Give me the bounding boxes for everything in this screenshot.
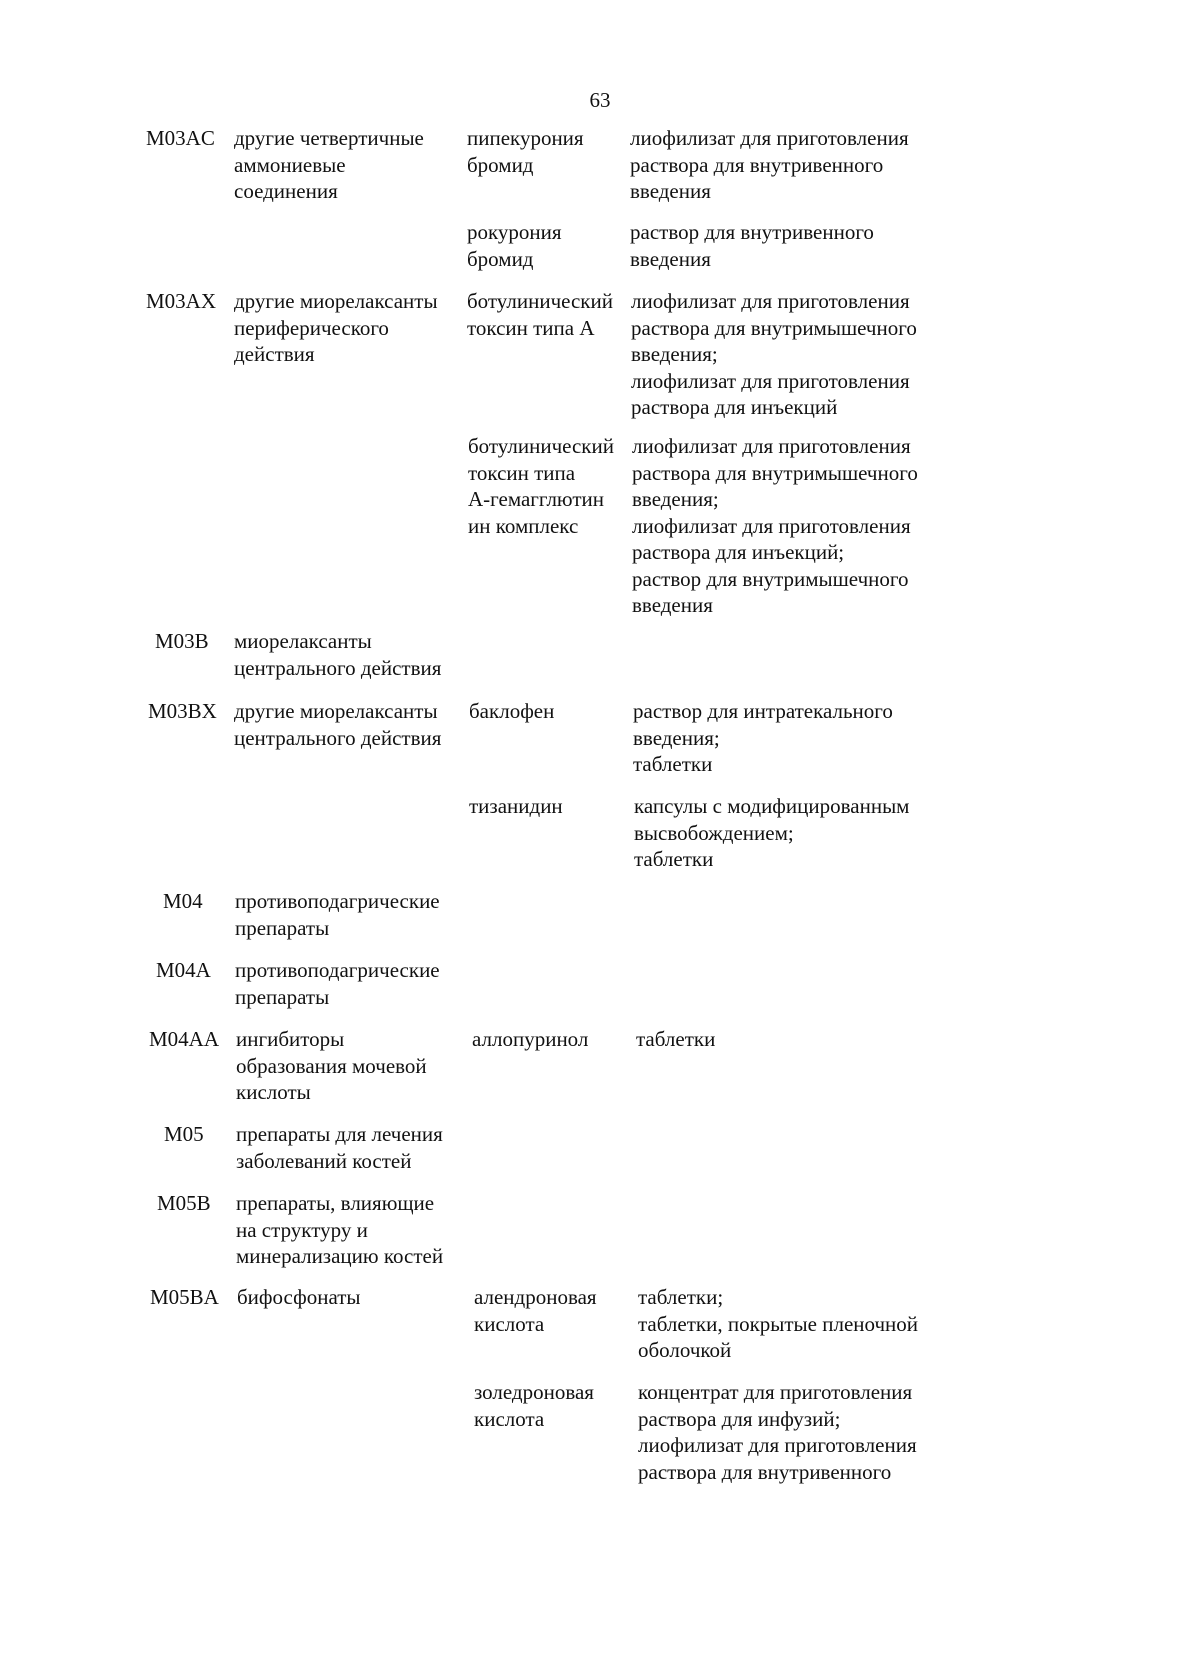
drug-line: рокурония <box>467 220 562 244</box>
atc-code: M03AX <box>146 289 217 313</box>
description-line: ингибиторы <box>236 1027 345 1051</box>
description-line: противоподагрические <box>235 958 440 982</box>
description-line: другие миорелаксанты <box>234 699 438 723</box>
dosage-forms <box>638 1379 917 1485</box>
atc-code: M03AC <box>146 126 215 150</box>
description-line: другие четвертичные <box>234 126 424 150</box>
description-line: на структуру и <box>236 1217 368 1242</box>
group-description <box>235 888 440 941</box>
description-line: другие миорелаксанты <box>234 289 438 313</box>
form-line: раствора для внутримышечного <box>632 460 918 485</box>
dosage-forms <box>636 1026 715 1053</box>
form-line: лиофилизат для приготовления <box>631 289 910 313</box>
description-line: препараты, влияющие <box>236 1191 435 1215</box>
dosage-forms <box>630 219 874 272</box>
drug-line: А-гемагглютин <box>468 487 604 511</box>
drug-line: ботулинический <box>467 289 613 313</box>
description-line: противоподагрические <box>235 889 440 913</box>
drug-line: бромид <box>467 152 534 177</box>
form-line: введения; <box>633 725 720 750</box>
atc-code: M04A <box>156 958 211 982</box>
form-line: таблетки, покрытые пленочной <box>638 1311 919 1336</box>
description-line: миорелаксанты <box>234 629 372 653</box>
description-line: образования мочевой <box>236 1053 427 1078</box>
group-description <box>234 698 441 751</box>
description-line: центрального действия <box>234 725 442 750</box>
group-description <box>234 288 438 368</box>
form-line: раствора для инъекций; <box>632 540 845 564</box>
description-line: аммониевые <box>234 152 346 177</box>
drug-line: алендроновая <box>474 1285 597 1309</box>
description-line: центрального действия <box>234 655 442 680</box>
drug-line: кислота <box>474 1311 545 1336</box>
atc-code: M03B <box>155 629 209 653</box>
drug-line: бромид <box>467 246 534 271</box>
description-line: заболеваний костей <box>236 1148 412 1173</box>
description-line: препараты <box>235 984 330 1009</box>
form-line: раствор для внутривенного <box>630 220 874 244</box>
drug-line: золедроновая <box>474 1380 594 1404</box>
group-description <box>236 1026 427 1106</box>
form-line: раствора для внутривенного <box>638 1459 892 1484</box>
drug-line: ин комплекс <box>468 513 579 538</box>
form-line: лиофилизат для приготовления <box>631 368 910 393</box>
form-line: введения <box>630 179 711 203</box>
page-number: 63 <box>589 88 611 112</box>
form-line: раствор для внутримышечного <box>632 566 909 591</box>
dosage-forms <box>630 125 909 205</box>
drug-name <box>474 1284 597 1337</box>
description-line: препараты для лечения <box>236 1122 443 1146</box>
form-line: введения <box>632 593 713 617</box>
description-line: соединения <box>234 179 338 203</box>
drug-name <box>468 433 614 539</box>
drug-line: кислота <box>474 1406 545 1431</box>
dosage-forms <box>632 433 918 619</box>
drug-line: пипекурония <box>467 126 584 150</box>
description-line: препараты <box>235 915 330 940</box>
form-line: введения; <box>632 487 719 511</box>
drug-line: тизанидин <box>469 794 563 818</box>
group-description <box>234 125 424 205</box>
group-description <box>237 1284 361 1311</box>
drug-name <box>474 1379 594 1432</box>
drug-name <box>469 698 554 725</box>
atc-code: M04 <box>163 889 203 913</box>
group-description <box>235 957 440 1010</box>
drug-line: токсин типа А <box>467 315 595 340</box>
form-line: капсулы с модифицированным <box>634 794 910 818</box>
group-description <box>236 1190 443 1270</box>
form-line: раствор для интратекального <box>633 699 893 723</box>
dosage-forms <box>634 793 909 873</box>
atc-code: M05B <box>157 1191 211 1215</box>
form-line: раствора для внутривенного <box>630 152 884 177</box>
drug-line: токсин типа <box>468 460 576 485</box>
form-line: лиофилизат для приготовления <box>630 126 909 150</box>
atc-code: M03BX <box>148 699 217 723</box>
description-line: кислоты <box>236 1080 311 1104</box>
drug-line: ботулинический <box>468 434 614 458</box>
drug-name <box>467 125 584 178</box>
form-line: концентрат для приготовления <box>638 1380 913 1404</box>
atc-code: M05 <box>164 1122 204 1146</box>
dosage-forms <box>631 288 917 421</box>
dosage-forms <box>633 698 893 778</box>
form-line: таблетки <box>636 1027 716 1051</box>
description-line: действия <box>234 342 315 366</box>
atc-code: M04AA <box>149 1027 220 1051</box>
form-line: лиофилизат для приготовления <box>638 1433 917 1457</box>
form-line: раствора для инъекций <box>631 395 838 419</box>
form-line: таблетки; <box>638 1285 724 1309</box>
form-line: лиофилизат для приготовления <box>632 434 911 458</box>
description-line: периферического <box>234 315 389 340</box>
form-line: оболочкой <box>638 1338 732 1362</box>
form-line: введения <box>630 246 711 271</box>
form-line: таблетки <box>634 847 714 871</box>
drug-line: аллопуринол <box>472 1027 589 1051</box>
form-line: раствора для внутримышечного <box>631 315 917 340</box>
drug-name <box>467 288 613 341</box>
form-line: таблетки <box>633 752 713 776</box>
atc-code: M05BA <box>150 1285 219 1309</box>
form-line: раствора для инфузий; <box>638 1406 841 1431</box>
group-description <box>236 1121 443 1174</box>
dosage-forms <box>638 1284 918 1364</box>
drug-name <box>472 1026 588 1053</box>
description-line: минерализацию костей <box>236 1244 444 1268</box>
form-line: лиофилизат для приготовления <box>632 513 911 538</box>
group-description <box>234 628 441 681</box>
drug-line: баклофен <box>469 699 555 723</box>
drug-name <box>469 793 563 820</box>
drug-name <box>467 219 562 272</box>
description-line: бифосфонаты <box>237 1285 361 1309</box>
form-line: высвобождением; <box>634 820 794 845</box>
form-line: введения; <box>631 342 718 366</box>
